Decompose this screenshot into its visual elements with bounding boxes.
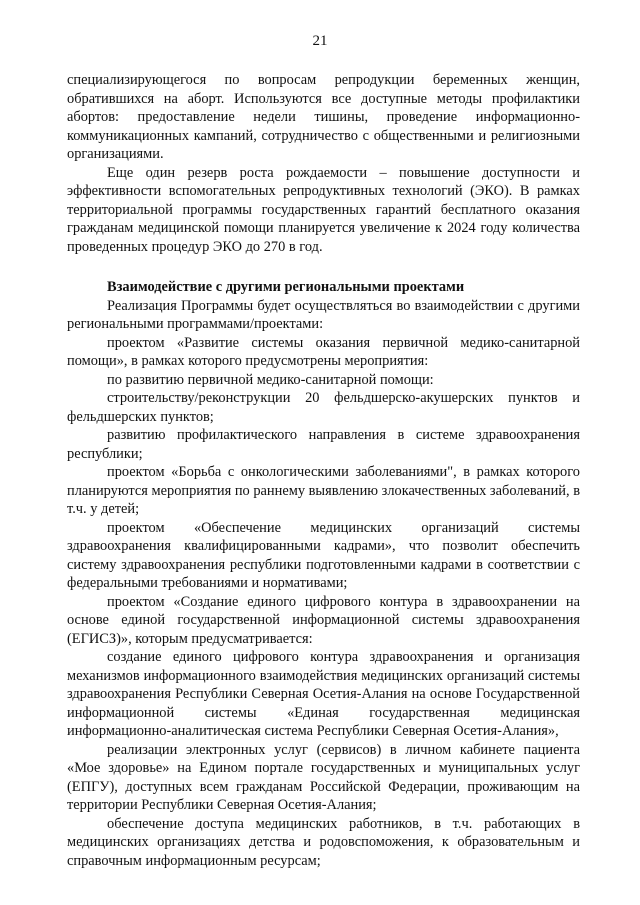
paragraph-prevention: развитию профилактического направления в системе здравоохранения республики; [67, 427, 580, 462]
page-number: 21 [312, 33, 328, 49]
paragraph-digital-contour-creation: создание единого цифрового контура здравоохранения и организация механизмов информационного взаимодействия медицинских организаций системы здравоохранения Республики Северная Осетия-Алания на основе Государственной информационной системы «Единая государственная медицинская информационно-аналитическая система Республики Северная Осетия-Алания», [67, 649, 580, 739]
paragraph-access-resources: обеспечение доступа медицинских работников, в т.ч. работающих в медицинских организациях детства и родовспоможения, к образовательным и справочным информационным ресурсам; [67, 815, 580, 869]
paragraph-primary-care-project: проектом «Развитие системы оказания первичной медико-санитарной помощи», в рамках которого предусмотрены мероприятия: [67, 334, 580, 369]
section-heading: Взаимодействие с другими региональными проектами [107, 279, 465, 295]
paragraph-primary-care-development: по развитию первичной медико-санитарной помощи: [107, 371, 434, 388]
paragraph-eco-reserve: Еще один резерв роста рождаемости – повышение доступности и эффективности вспомогательных репродуктивных технологий (ЭКО). В рамках территориальной программы государственных гарантий бесплатного оказания гражданам медицинской помощи планируется увеличение к 2024 году количества проведенных процедур ЭКО до 270 в год. [67, 164, 580, 255]
paragraph-construction: строительству/реконструкции 20 фельдшерско-акушерских пунктов и фельдшерских пунктов; [67, 390, 580, 425]
paragraph-program-interaction: Реализация Программы будет осуществляться во взаимодействии с другими региональными программами/проектами: [67, 297, 580, 332]
paragraph-digital-contour-project: проектом «Создание единого цифрового контура в здравоохранении на основе единой государственной информационной системы здравоохранения (ЕГИСЗ)», которым предусматривается: [67, 593, 580, 647]
paragraph-oncology-project: проектом «Борьба с онкологическими заболеваниями", в рамках которого планируются мероприятия по раннему выявлению злокачественных заболеваний, в т.ч. у детей; [67, 464, 580, 517]
paragraph-electronic-services: реализации электронных услуг (сервисов) в личном кабинете пациента «Мое здоровье» на Едином портале государственных и муниципальных услуг (ЕПГУ), доступных всем гражданам Российской Федерации, проживающим на территории Республики Северная Осетия-Алания; [67, 741, 580, 813]
paragraph-abortion-prevention: специализирующегося по вопросам репродукции беременных женщин, обратившихся на аборт. Используются все доступные методы профилактики абортов: предоставление недели тишины, проведение информационно-коммуникационных кампаний, сотрудничество с общественными и религиозными организациями. [67, 72, 580, 162]
paragraph-staffing-project: проектом «Обеспечение медицинских организаций системы здравоохранения квалифицированными кадрами», что позволит обеспечить систему здравоохранения республики подготовленными кадрами в соответствии с федеральными требованиями и нормативами; [67, 519, 580, 591]
body-text [67, 71, 580, 870]
